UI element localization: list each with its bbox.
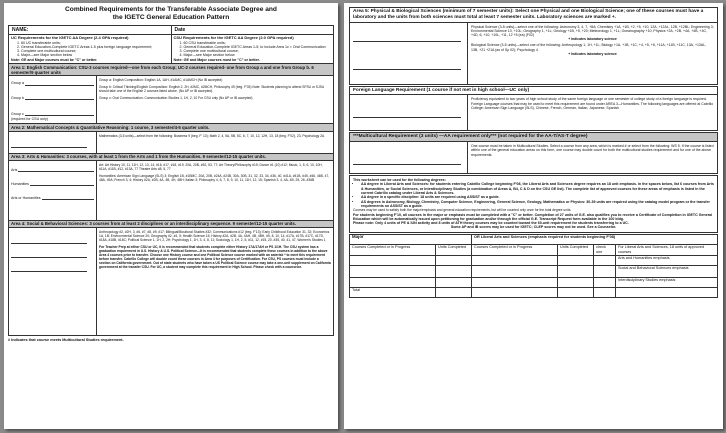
arts-or-humanities-label: Arts or Humanities [11, 196, 41, 201]
check-cell[interactable] [594, 255, 616, 265]
csu-item: 1. 60 CSU transferable units; [184, 41, 332, 45]
units-cell[interactable] [436, 277, 472, 287]
total-units-cell[interactable] [436, 287, 472, 297]
emphasis-social-behavioral: Social and Behavioral Sciences emphasis [616, 265, 718, 277]
group-b-label: Group b [11, 95, 24, 100]
humanities-label: Humanities [11, 181, 29, 186]
humanities-input[interactable] [30, 182, 94, 186]
csu-item: 2. General Education-Complete IGETC Areas 1-5; to include Area 1c = Oral Communication [184, 45, 332, 49]
area-1-heading: Area 1: English Communication: CSU-3 courses required—one from each Group; UC-2 courses required- one from Group a and one from Group b. 6 semester/9 quarter units [8, 64, 334, 76]
worksheet-info [349, 175, 718, 233]
foreign-language-text: Proficiency equivalent to two years of high school study of the same foreign language or one semester of college study of a foreign language is required. Foreign Language courses that may be used to meet this requirement are found under AREA 3—Humanities. The following languages are offered at Cabrillo College: American Sign Language (SLS), Chinese, French, German, Italian, Japanese, Spanish [471, 97, 714, 110]
worksheet-courses-note: Courses may be used to satisfy both the major/emphasis and general education requirements, but will be counted only once for the total degree units. [353, 208, 572, 213]
course-cell[interactable] [350, 265, 436, 277]
worksheet-degree-item: • AA degree in Liberal Arts and Sciences: for students entering Cabrillo College beginning F'08, the Liberal Arts and Sciences degree requires an 18 unit emphasis. In the spaces below, list 6 courses from Arts & Humanities, or Social Sciences, or Interdisciplinary Studies (a combination of Areas A, B4, C & D on the CSU GE list). The complete list of approved courses for these areas of emphasis is listed in the current Cabrillo catalog under Liberal Arts & Sciences. [361, 182, 714, 195]
multicultural-footnote: # Indicates that course meets Multicultural Studies requirement. [8, 337, 124, 342]
multicultural-body [349, 142, 718, 174]
area-5-body [349, 23, 718, 85]
biological-science-text: Biological Science (3-5 units)—select one of the following: Anthropology 1, 1H, +1L; Biology +1A, +1B, +1C, +4, +5, +6, +11A, +11B, +11C, 13A, +13AL, 13B, +21 +21A (as of Sp 02); Psychology 4 [471, 43, 707, 52]
worksheet-ap-note: Some AP and IB scores may be used for IGETC; CLEP scores may not be used. See a Counselor. [450, 225, 617, 230]
course-cell[interactable] [350, 277, 436, 287]
worksheet-degree-item: • AS degrees in Astronomy, Biology, Chemistry, Computer Science, Engineering, General Science, Geology, Mathematics or Physics: 30-39 units are required using the catalog model program or the transfer requirements on ASSIST as a guide. [361, 200, 714, 209]
units-cell[interactable] [558, 277, 594, 287]
group-a-text: Group a: English Composition: English 1A, 1AH, #1AMC, #1AMCH (No IB accepted) [99, 78, 223, 83]
course-cell[interactable] [472, 277, 558, 287]
area-4-body [8, 228, 334, 336]
arts-text: Art: Art History 10, 11, 11H, 12, 13, 14, #16, #17, #18, #19, 20A, 20B, #52, 53, 77; Art Theory/Philosophy #15; Dance #1 (10) #12; Music, 1, 5, 6, 10, 10H, #11A, #11B, #12, #13A, 77 Theatre Arts #8, 5, 77 [99, 162, 323, 171]
units-cell[interactable] [558, 287, 594, 297]
physical-science-input[interactable] [353, 36, 461, 42]
major-label: Major [350, 234, 472, 244]
group-c-input[interactable] [25, 112, 94, 116]
area-4-input-2[interactable] [11, 252, 87, 258]
arts-label: Arts [11, 167, 18, 172]
area-3-body [8, 161, 334, 221]
group-c-label: Group c [11, 111, 24, 116]
col-courses-completed-2: Courses Completed or in Progress [472, 244, 558, 255]
area-1-body [8, 76, 334, 124]
name-date-row [8, 25, 334, 34]
col-check-one: check one [594, 244, 616, 255]
csu-item: 4. Major—see Major section below [184, 53, 332, 57]
multicultural-input[interactable] [353, 159, 461, 165]
date-field[interactable]: Date [171, 26, 334, 34]
uc-item: 3. Complete one multicultural course; [21, 49, 169, 53]
area-4-teacher-prep: For Teacher Prep at either CSU or UC, it is recommended that students complete either History 17A/17AH or PS 1/1H. The CSU system has a graduation requirement in U.S. History & U.S. Political Science—It is recommended that students complete these courses in addition to the above Area 4 courses prior to transfer. Choose one History course and one Political Science course marked with an asterisk * to meet this requirement before transfer. Cabrillo College will double count these courses in Area 4 for purposes of Certification. For CSU, PS courses must include a section on California government. Out of state students who have taken a US Political Science course may take a one-unit supplement on California government at the transfer CSU. For UC, a student may complete this requirement in High School. Please check with a counselor. [99, 244, 331, 269]
worksheet-intro: This worksheet can be used for the following degrees: [353, 178, 446, 183]
emphasis-arts-humanities: Arts and Humanities emphasis [616, 255, 718, 265]
csu-item: 3. Complete one multicultural course; [184, 49, 332, 53]
foreign-language-input[interactable] [353, 112, 461, 118]
group-c-csu-note: (required for CSU only) [11, 117, 48, 122]
name-field[interactable]: NAME: [12, 27, 29, 33]
title-line-1: Combined Requirements for the Transferable Associate Degree and [65, 6, 277, 13]
right-page [344, 3, 723, 429]
units-cell[interactable] [436, 255, 472, 265]
area-4-heading: Area 4: Social & Behavioral Sciences: 3 courses from at least 2 disciplines or an interdisciplinary sequence. 9 semester/12-15 quarter units. [8, 221, 334, 228]
document-title [8, 6, 334, 22]
csu-note: Note: GE and Major courses must be "C" or better. [173, 57, 260, 62]
uc-item: 2. General Education-Complete IGETC Areas 1-5 plus foreign language requirement; [21, 45, 169, 49]
area-4-input-3[interactable] [11, 266, 87, 272]
group-a-label: Group a [11, 81, 24, 86]
group-a-input[interactable] [25, 82, 94, 86]
worksheet-certificate: For students beginning F'10, all courses in the major or emphasis must be completed with a "C" or better. Completion of 27 units of G.E. also qualifies you to receive a Certificate of Completion in IGETC General Education which will be automatically issued upon petitioning for graduation and/or through the official G.E. Transcript Request form available in the 100 bldg. [353, 212, 713, 221]
course-cell[interactable] [472, 287, 558, 297]
uc-note: Note: GE and Major courses must be "C" or better. [11, 57, 98, 62]
uc-requirements [9, 35, 172, 64]
area-4-courses: Anthropology #2, #2H, 3, #6, #7, #8, #9, #17; Bilingual/Bicultural Studies #32; Communications #12 (beg. F'13); Early Childhood Education 31, 32; Economics 1A, 1B; Environmental Science 20; Geography #2, #4, 5; Health Science 15; History #2A, #2B, 4A, 4AH, 4B, 4BH, #5, 8, 10, 14, #17A, #17B, #17C, #17D, #18A, #18B, #18C; Political Science 1, 1H, 2, 2H; Psychology 1, 1H, 3, 4, 8, 11; Sociology 1, 1H, 2, 5, #11, 12, #15, 20, #35, 40, 41, 47, Women's Studies 1 [99, 229, 330, 242]
col-courses-completed: Courses Completed or in Progress [350, 244, 436, 255]
area-5-heading: Area 5: Physical & Biological Sciences (minimum of 7 semester units): Select one Physical and one Biological Science; one of these courses must have a laboratory and the units from both sciences must total at least 7 semester units. Laboratory sciences are marked +. [349, 7, 718, 23]
uc-heading: UC Requirements for the IGETC AA Degree (2.4 GPA required) [11, 35, 129, 40]
worksheet-pe-note: Please note: Only 4 units of PE & IUN activity and 8 units of ATH theory courses may be counted toward the 60-unit requirement for students transferring to a UC. [353, 221, 629, 226]
group-b-input[interactable] [25, 96, 94, 100]
units-cell[interactable] [436, 265, 472, 277]
uc-item: 1. 60 UC transferable units; [21, 41, 169, 45]
col-units-completed-2: Units Completed [558, 244, 594, 255]
check-cell[interactable] [594, 265, 616, 277]
csu-requirements [171, 35, 334, 64]
biological-lab-note: + Indicates laboratory science [568, 51, 617, 56]
csu-heading: CSU Requirements for the IGETC AA Degree (2.0 GPA required) [173, 35, 294, 40]
group-c-text: Group c: Oral Communication: Communication Studies 1, 1H, 2, 10 For CSU only (No AP or IB accepted) [99, 96, 253, 101]
foreign-language-body [349, 95, 718, 131]
left-page [4, 3, 338, 429]
foreign-language-heading: Foreign Language Requirement (1 course if not met in high school—UC only) [349, 86, 718, 96]
arts-or-humanities-input[interactable] [42, 196, 94, 200]
area-4-input-1[interactable] [11, 238, 87, 244]
course-cell[interactable] [350, 255, 436, 265]
total-label: Total [350, 287, 436, 297]
title-line-2: the IGETC General Education Pattern [112, 14, 230, 21]
units-cell[interactable] [558, 265, 594, 277]
arts-input[interactable] [18, 168, 94, 172]
course-cell[interactable] [472, 255, 558, 265]
group-b-text: Group b: Critical Thinking/English Composition: English 2, 2H, #2MC, #2MCH, Philosophy 49 (beg. F'03) Note: Students planning to attend SFSU or SJSU should take one of the English 2 courses listed above. (No AP or IB accepted) [99, 85, 325, 94]
multicultural-heading: ***Multicultural Requirement (3 units) —AA requirement only*** (not required for the AA-T/AS-T degree) [349, 132, 718, 142]
major-tracker-table [349, 234, 718, 298]
humanities-text: Humanities: American Sign Language (SLS) 3; English 1B, #1BMC, 20A, 20B, #24A, #24B, 30A, 30B, 31, 32, 33, 34, #36, 40, #41A, #41B, #45, #46, 46B, 47, 48A, 49A; French 3, 4; History #2A, #2B, 4A, 4B, 4H, 4BH; Italian 3; Philosophy 4, 6, 7, 8, 9, 10, 11, 11H, 12, 15; Spanish 3, 4, 4A, 4B, 25, 26, #36B [99, 173, 330, 182]
course-cell[interactable] [472, 265, 558, 277]
physical-science-text: Physical Science (3-5 units)—select one of the following: Astronomy 3, 4, 7, +8A; Chemistry +1A, +1B, +2, +5, +10, 12A, +12AL, 12B, +12BL; Engineering 3; Environmental Science 10, +10L; Geography 1, +1L; Geology +1B, +5, +20; Meteorology 1, +1L; Oceanography +10; Physics +2A, +2B, +4A, +4B, +4C, +4D, 6, +10, +10L, +11, 12 +5 (ea) (F02) [471, 24, 714, 37]
physical-lab-note: + Indicates laboratory science [568, 37, 617, 42]
units-cell[interactable] [558, 255, 594, 265]
emphasis-interdisciplinary: Interdisciplinary Studies emphasis [616, 277, 718, 287]
col-la-emphasis: For Liberal Arts and Sciences, 18 units of approved courses [616, 244, 718, 255]
major-or-liberal-arts: OR Liberal Arts and Sciences (emphasis required for students beginning F'08) [472, 234, 718, 244]
biological-science-input[interactable] [353, 64, 461, 70]
worksheet-degree-item: • AA degree in a specific discipline: 18 units are required using ASSIST as a guide. [361, 195, 714, 199]
area-2-heading: Area 2: Mathematical Concepts & Quantitative Reasoning: 1 course, 3 semester/4-5 quarter units. [8, 124, 334, 131]
area-2-body [8, 132, 334, 154]
multicultural-text: One course must be taken in Multicultural Studies. Select a course from any area, which is marked # or select from the following: WS 5. If the course is listed within one of the general education areas on this form, one course may double count for both the multicultural studies requirement and for one of the above requirements. [471, 144, 714, 157]
blank-cell [616, 287, 718, 297]
col-units-completed: Units Completed [436, 244, 472, 255]
area-2-input[interactable] [11, 142, 87, 148]
area-3-heading: Area 3: Arts & Humanities: 3 courses, with at least 1 from the Arts and 1 from the Humanities. 9 semester/12-15 quarter units. [8, 154, 334, 161]
check-cell[interactable] [594, 287, 616, 297]
requirements-table [8, 34, 334, 64]
uc-item: 4. Major—see Major section below [21, 53, 169, 57]
check-cell[interactable] [594, 277, 616, 287]
area-2-text: Mathematics (3-5 units)—select from the following: Business 9 (beg. F' 13); Math 2, 4, 5A, 5B, 5C, 6, 7, 10, 12, 12H, 13, 18 (beg. F'02), 23, Psychology 2A [99, 133, 325, 138]
